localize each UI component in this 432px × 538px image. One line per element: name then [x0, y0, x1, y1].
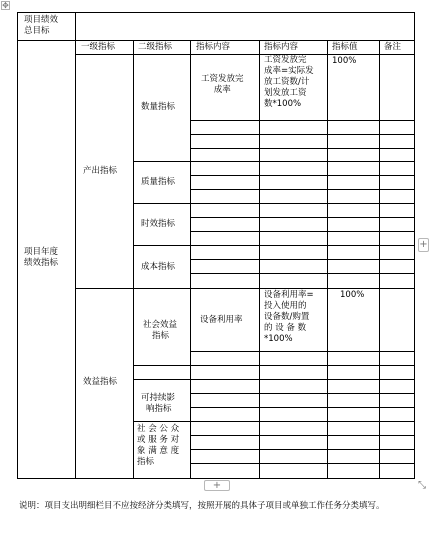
annual-goal-label: 项目年度 绩效指标	[24, 247, 59, 268]
performance-table	[17, 12, 415, 479]
grid-line	[133, 161, 414, 162]
wage-content2: 工资发放完 成率=实际发 放工资数/计 划发放工资 数*100%	[264, 55, 314, 109]
wage-value: 100%	[332, 56, 357, 66]
level2-timeliness: 时效指标	[141, 219, 176, 229]
grid-line	[75, 288, 414, 289]
grid-line	[75, 54, 414, 55]
grid-line	[75, 13, 76, 478]
level2-cost: 成本指标	[141, 262, 176, 272]
header-content2: 指标内容	[264, 42, 299, 52]
grid-line	[190, 134, 414, 135]
header-level2: 二级指标	[138, 42, 173, 52]
grid-line	[133, 365, 414, 366]
grid-line	[259, 40, 260, 478]
add-row-button[interactable]: +	[204, 480, 230, 491]
table-note: 说明：项目支出明细栏目不应按经济分类填写，按照开展的具体子项目或单独工作任务分类填写。	[19, 501, 385, 511]
level2-quality: 质量指标	[141, 177, 176, 187]
grid-line	[190, 175, 414, 176]
grid-line	[190, 259, 414, 260]
grid-line	[190, 148, 414, 149]
level2-sustainable: 可持续影 响指标	[141, 393, 176, 414]
header-remark: 备注	[384, 42, 402, 52]
level2-social: 社会效益 指标	[143, 320, 178, 341]
equipment-value: 100%	[340, 290, 365, 300]
grid-line	[190, 435, 414, 436]
level2-quantity: 数量指标	[141, 102, 176, 112]
grid-line	[190, 407, 414, 408]
grid-line	[18, 40, 414, 41]
level2-satisfaction: 社 会 公 众 或 服 务 对 象 满 意 度 指标	[137, 424, 180, 467]
grid-line	[190, 351, 414, 352]
level1-output: 产出指标	[83, 166, 118, 176]
grid-line	[190, 217, 414, 218]
grid-line	[190, 463, 414, 464]
header-content1: 指标内容	[196, 42, 231, 52]
grid-line	[190, 449, 414, 450]
wage-content1: 工资发放完 成率	[201, 74, 244, 95]
equipment-content1: 设备利用率	[200, 315, 243, 325]
grid-line	[190, 231, 414, 232]
add-column-button[interactable]: +	[419, 239, 428, 250]
table-resize-handle[interactable]: ⤡	[418, 480, 426, 491]
table-move-handle[interactable]: ✥	[2, 1, 9, 10]
grid-line	[190, 120, 414, 121]
grid-line	[190, 40, 191, 478]
grid-line	[327, 40, 328, 478]
equipment-content2: 设备利用率= 投入使用的 设备数/购置 的 设 备 数 *100%	[264, 290, 314, 344]
header-value: 指标值	[332, 42, 358, 52]
grid-line	[133, 421, 414, 422]
total-goal-label: 项目绩效 总目标	[24, 15, 59, 36]
header-level1: 一级指标	[81, 42, 116, 52]
grid-line	[190, 393, 414, 394]
grid-line	[190, 189, 414, 190]
grid-line	[133, 203, 414, 204]
grid-line	[133, 379, 414, 380]
grid-line	[190, 273, 414, 274]
level1-benefit: 效益指标	[83, 377, 118, 387]
grid-line	[133, 245, 414, 246]
grid-line	[379, 40, 380, 478]
grid-line	[133, 40, 134, 478]
